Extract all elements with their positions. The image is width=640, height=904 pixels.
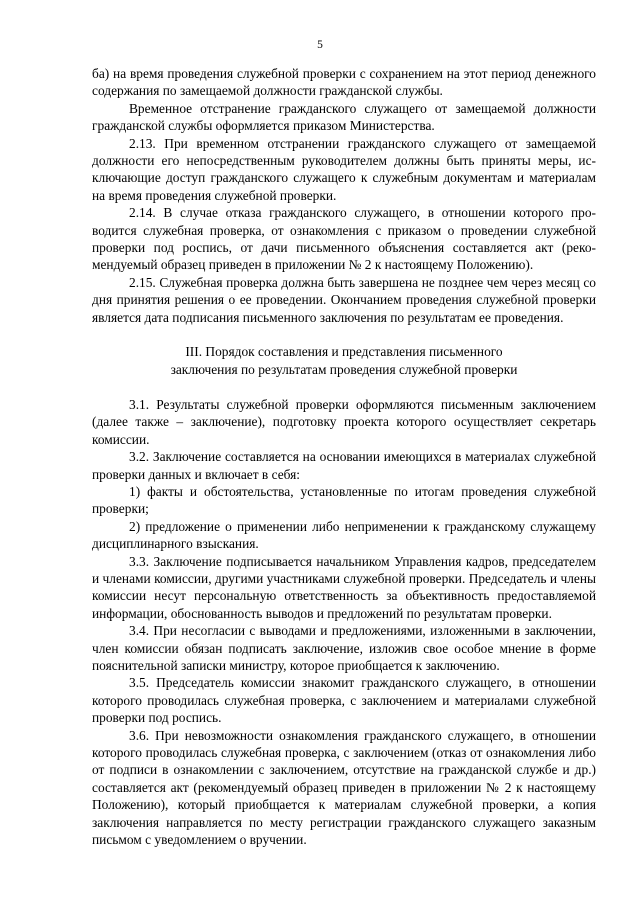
list-item-1: 1) факты и обстоятельства, установленные по итогам проведения служебной проверки; xyxy=(92,483,596,517)
paragraph-2-13: 2.13. При временном отстранении гражданского служащего от замещаемой должности его непосредственным руководителем должны быть приняты меры, исключающие доступ гражданского служащего к служебным документам и материалам на время проведения служебной проверки. xyxy=(92,135,596,203)
paragraph-3-1: 3.1. Результаты служебной проверки оформляются письменным заключением (далее также – заключение), подготовку проекта которого осуществляет секретарь комиссии. xyxy=(92,396,596,447)
paragraph-3-5: 3.5. Председатель комиссии знакомит гражданского служащего, в отношении которого проводилась служебная проверка, с заключением и материалами служебной проверки под роспись. xyxy=(92,675,596,726)
paragraph-3-3: 3.3. Заключение подписывается начальником Управления кадров, председателем и членами комиссии, другими участниками служебной проверки. Председатель и члены комиссии несут персональную ответственность за объективность предоставляемой информации, обоснованность выводов и предложений по результатам проверки. xyxy=(92,553,596,621)
paragraph-2-14: 2.14. В случае отказа гражданского служащего, в отношении которого проводится служебная проверка, от ознакомления с приказом о проведении служебной проверки под роспись, от дачи письменного объяснения составляется акт (рекомендуемый образец приведен в приложении № 2 к настоящему Положению). xyxy=(92,205,596,273)
paragraph-2-15: 2.15. Служебная проверка должна быть завершена не позднее чем через месяц со дня принятия решения о ее проведении. Окончанием проведения служебной проверки является дата подписания письменного заключения по результатам ее проведения. xyxy=(92,274,596,325)
paragraph-continuation: ба) на время проведения служебной проверки с сохранением на этот период денежного содержания по замещаемой должности гражданской службы. xyxy=(92,66,596,99)
list-item-2: 2) предложение о применении либо неприменении к гражданскому служащему дисциплинарного взыскания. xyxy=(92,518,596,552)
section-heading-line-2: заключения по результатам проведения служебной проверки xyxy=(170,361,518,377)
paragraph-3-2: 3.2. Заключение составляется на основании имеющихся в материалах служебной проверки данных и включает в себя: xyxy=(92,449,596,482)
document-body xyxy=(92,65,596,848)
paragraph-3-6: 3.6. При невозможности ознакомления гражданского служащего, в отношении которого проводилась служебная проверка, с заключением (отказ от ознакомления либо от подписи в ознакомлении с заключением, отсутствие на гражданской службе и др.) составляется акт (рекомендуемый образец приведен в приложении № 2 к настоящему Положению), который приобщается к материалам служебной проверки, а копия заключения направляется по месту регистрации гражданского служащего заказным письмом с уведомлением о вручении. xyxy=(92,727,596,848)
section-heading-line-1: III. Порядок составления и представления письменного xyxy=(185,344,503,360)
paragraph: Временное отстранение гражданского служащего от замещаемой должности гражданской службы оформляется приказом Министерства. xyxy=(92,100,596,134)
paragraph-3-4: 3.4. При несогласии с выводами и предложениями, изложенными в заключении, член комиссии обязан подписать заключение, изложив свое особое мнение в форме пояснительной записки министру, которое приобщается к заключению. xyxy=(92,623,596,673)
page-number: 5 xyxy=(317,39,323,51)
section-heading xyxy=(92,343,596,378)
